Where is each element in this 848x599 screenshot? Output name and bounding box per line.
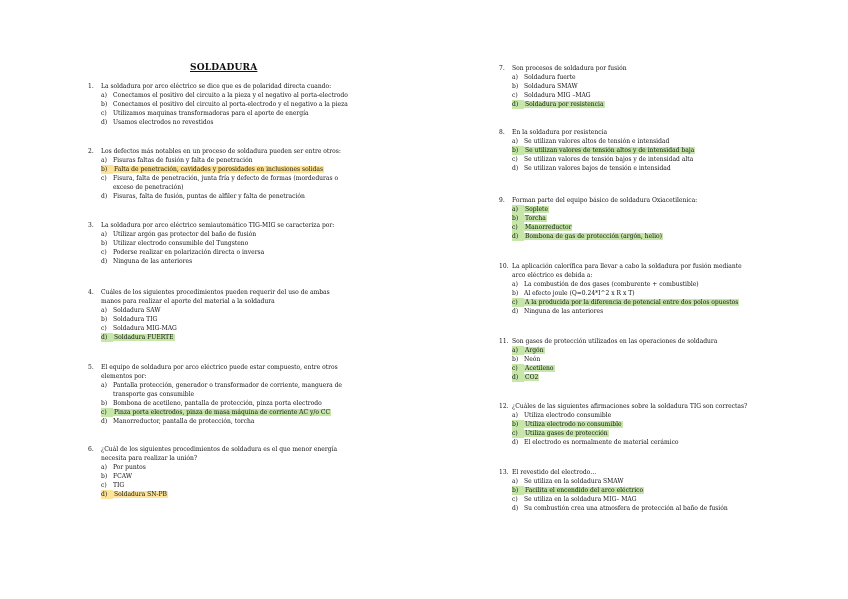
option-letter: b) <box>101 400 108 407</box>
question-text: El equipo de soldadura por arco eléctrico puede estar compuesto, entre otros elementos por: <box>101 364 338 380</box>
option-text: Acetileno <box>525 365 554 372</box>
answer-option <box>512 504 757 513</box>
answer-option <box>101 230 350 239</box>
option-letter: a) <box>512 346 524 355</box>
question-13 <box>499 468 757 513</box>
question-text: Son procesos de soldadura por fusión <box>512 65 627 72</box>
question-text: ¿Cuál de los siguientes procedimientos de soldadura es el que menor energía necesita para realizar la unión? <box>101 446 338 462</box>
option-letter: b) <box>101 165 113 174</box>
option-text: Bombona de acetileno, pantalla de protección, pinza porta electrodo <box>113 400 322 407</box>
option-letter: a) <box>101 231 107 238</box>
option-text: Soplete <box>525 206 548 213</box>
option-text: A la producida por la diferencia de potencial entre dos polos opuestos <box>525 299 739 306</box>
question-number: 9. <box>499 197 505 204</box>
option-letter: a) <box>101 307 107 314</box>
option-text: Utiliza gases de protección <box>525 430 608 437</box>
option-text: Bombona de gas de protección (argón, helio) <box>525 233 662 240</box>
answer-option <box>101 463 350 472</box>
option-letter: d) <box>512 165 519 172</box>
option-text: Se utilizan valores altos de tensión e intensidad <box>524 138 670 145</box>
answer-option <box>512 91 757 100</box>
answer-option <box>101 156 350 165</box>
option-text: Soldadura SMAW <box>524 83 578 90</box>
option-letter: c) <box>512 223 524 232</box>
answer-option <box>512 164 757 173</box>
option-text: Conectamos el positivo del circuito a la pieza y el negativo al porta-electrodo <box>113 92 348 99</box>
option-text: Soldadura SAW <box>113 307 161 314</box>
answer-option <box>512 373 757 382</box>
answer-option <box>512 100 757 109</box>
answer-option <box>101 91 350 100</box>
question-text: Los defectos más notables en un proceso de soldadura pueden ser entre otros: <box>101 148 341 155</box>
option-letter: a) <box>101 464 107 471</box>
option-letter: b) <box>101 473 108 480</box>
answer-option <box>512 364 757 373</box>
option-text: Argón <box>525 347 544 354</box>
answer-option <box>512 155 757 164</box>
question-number: 13. <box>499 469 509 476</box>
option-text: Torcha <box>525 215 546 222</box>
option-letter: d) <box>512 100 524 109</box>
option-letter: c) <box>101 408 113 417</box>
option-text: Falta de penetración, cavidades y porosidades en inclusiones solidas <box>114 166 324 173</box>
option-text: Soldadura fuerte <box>524 74 576 81</box>
question-stem <box>88 82 350 91</box>
option-text: Utilizamos maquinas transformadoras para el aporte de energía <box>113 110 309 117</box>
option-letter: d) <box>512 373 524 382</box>
question-stem <box>88 221 350 230</box>
question-text: Son gases de protección utilizados en las operaciones de soldadura <box>512 338 718 345</box>
option-letter: d) <box>101 119 108 126</box>
question-text: ¿Cuáles de las siguientes afirmaciones sobre la soldadura TIG son correctas? <box>512 403 748 410</box>
question-6 <box>88 445 350 499</box>
question-11 <box>499 337 757 382</box>
option-text: Utilizar electrodo consumible del Tungsteno <box>113 240 249 247</box>
option-letter: a) <box>512 412 518 419</box>
question-text: Cuáles de los siguientes procedimientos pueden requerir del uso de ambas manos para realizar el aporte del material a la soldadura <box>101 289 330 305</box>
option-text: Facilita el encendido del arco eléctrico <box>525 487 644 494</box>
option-letter: d) <box>512 308 519 315</box>
answer-option <box>512 280 757 289</box>
option-letter: c) <box>101 482 107 489</box>
option-text: Utiliza electrodo no consumible <box>525 421 622 428</box>
option-letter: a) <box>101 382 107 389</box>
question-text: En la soldadura por resistencia <box>512 129 608 136</box>
option-text: Su combustión crea una atmosfera de protección al baño de fusión <box>524 505 728 512</box>
option-text: Pantalla protección, generador o transformador de corriente, manguera de transporte gas consumible <box>113 382 342 398</box>
question-1 <box>88 82 350 127</box>
option-letter: c) <box>512 156 518 163</box>
answer-option <box>101 381 350 399</box>
option-letter: d) <box>512 439 519 446</box>
option-text: Se utilizan valores de tensión altos y de intensidad baja <box>525 147 695 154</box>
question-stem <box>499 468 757 477</box>
answer-option <box>101 408 350 417</box>
answer-option <box>512 429 757 438</box>
answer-option <box>101 239 350 248</box>
option-letter: c) <box>512 429 524 438</box>
option-text: Por puntos <box>113 464 146 471</box>
answer-option <box>101 257 350 266</box>
answer-option <box>101 248 350 257</box>
answer-option <box>101 399 350 408</box>
answer-option <box>101 315 350 324</box>
option-letter: b) <box>101 316 108 323</box>
option-text: FCAW <box>113 473 133 480</box>
answer-option <box>101 324 350 333</box>
question-5 <box>88 363 350 426</box>
question-number: 3. <box>88 222 94 229</box>
option-letter: a) <box>512 281 518 288</box>
question-number: 2. <box>88 148 94 155</box>
option-letter: b) <box>101 101 108 108</box>
question-stem <box>499 402 757 411</box>
option-letter: b) <box>512 83 519 90</box>
question-stem <box>499 262 757 280</box>
answer-option <box>512 214 757 223</box>
answer-option <box>512 495 757 504</box>
answer-option <box>512 420 757 429</box>
answer-option <box>512 223 757 232</box>
option-text: El electrodo es normalmente de material cerámico <box>524 439 679 446</box>
question-text: La aplicación calorífica para llevar a cabo la soldadura por fusión mediante arco eléctrico es debida a: <box>512 263 742 279</box>
answer-option <box>101 100 350 109</box>
answer-option <box>101 118 350 127</box>
option-text: Neón <box>524 356 541 363</box>
option-letter: b) <box>512 486 524 495</box>
option-letter: a) <box>101 92 107 99</box>
question-text: La soldadura por arco eléctrico semiautomático TIG-MIG se caracteriza por: <box>101 222 335 229</box>
question-number: 8. <box>499 129 505 136</box>
answer-option <box>512 232 757 241</box>
answer-option <box>512 355 757 364</box>
answer-option <box>512 411 757 420</box>
answer-option <box>512 298 757 307</box>
question-stem <box>88 147 350 156</box>
option-letter: c) <box>512 364 524 373</box>
option-letter: b) <box>512 214 524 223</box>
option-letter: b) <box>512 290 519 297</box>
option-letter: b) <box>512 420 524 429</box>
answer-option <box>512 82 757 91</box>
option-text: Manorreductor, pantalla de protección, torcha <box>113 418 255 425</box>
option-letter: b) <box>101 240 108 247</box>
option-letter: a) <box>101 157 107 164</box>
question-number: 10. <box>499 263 509 270</box>
option-text: Utiliza electrodo consumible <box>524 412 612 419</box>
question-stem <box>499 64 757 73</box>
question-text: La soldadura por arco eléctrico se dice que es de polaridad directa cuando: <box>101 83 332 90</box>
option-text: Poderse realizar en polarización directa o inversa <box>113 249 265 256</box>
answer-option <box>101 174 350 192</box>
option-letter: d) <box>101 418 108 425</box>
option-text: Soldadura por resistencia <box>525 101 604 108</box>
answer-option <box>512 205 757 214</box>
option-letter: d) <box>512 232 524 241</box>
answer-option <box>101 490 350 499</box>
answer-option <box>512 146 757 155</box>
answer-option <box>101 165 350 174</box>
question-8 <box>499 128 757 173</box>
question-number: 11. <box>499 338 509 345</box>
option-text: TIG <box>113 482 125 489</box>
option-text: Se utilizan valores bajos de tensión e intensidad <box>524 165 671 172</box>
option-text: Ninguna de las anteriores <box>113 258 193 265</box>
question-stem <box>499 337 757 346</box>
option-text: Soldadura MIG –MAG <box>524 92 591 99</box>
option-text: Soldadura MIG-MAG <box>113 325 177 332</box>
question-text: Forman parte del equipo básico de soldadura Oxiacetilenica: <box>512 197 698 204</box>
option-letter: d) <box>101 333 113 342</box>
option-letter: a) <box>512 138 518 145</box>
answer-option <box>512 486 757 495</box>
answer-option <box>101 192 350 201</box>
option-letter: d) <box>101 490 113 499</box>
option-letter: a) <box>512 478 518 485</box>
answer-option <box>101 109 350 118</box>
answer-option <box>512 477 757 486</box>
option-letter: a) <box>512 74 518 81</box>
option-text: Usamos electrodos no revestidos <box>113 119 214 126</box>
answer-option <box>512 438 757 447</box>
option-letter: b) <box>512 146 524 155</box>
answer-option <box>101 306 350 315</box>
option-letter: a) <box>512 205 524 214</box>
option-letter: c) <box>512 496 518 503</box>
question-9 <box>499 196 757 241</box>
question-10 <box>499 262 757 316</box>
option-text: Utilizar argón gas protector del baño de fusión <box>113 231 257 238</box>
option-text: Se utiliza en la soldadura SMAW <box>524 478 624 485</box>
answer-option <box>512 307 757 316</box>
answer-option <box>512 73 757 82</box>
question-stem <box>499 128 757 137</box>
question-number: 5. <box>88 364 94 371</box>
question-2 <box>88 147 350 201</box>
answer-option <box>101 472 350 481</box>
question-3 <box>88 221 350 266</box>
option-letter: c) <box>101 110 107 117</box>
question-stem <box>499 196 757 205</box>
question-number: 7. <box>499 65 505 72</box>
answer-option <box>101 333 350 342</box>
option-text: Fisuras faltas de fusión y falta de penetración <box>113 157 253 164</box>
question-stem <box>88 288 350 306</box>
option-letter: c) <box>512 298 524 307</box>
option-text: Fisura, falta de penetración, junta fría y defecto de formas (mordeduras o exceso de penetración) <box>113 175 339 191</box>
question-number: 6. <box>88 446 94 453</box>
question-stem <box>88 445 350 463</box>
option-text: Soldadura TIG <box>113 316 158 323</box>
option-letter: c) <box>512 92 518 99</box>
option-letter: c) <box>101 325 107 332</box>
option-text: La combustión de dos gases (comburente + combustible) <box>524 281 699 288</box>
question-stem <box>88 363 350 381</box>
option-text: Soldadura FUERTE <box>114 334 174 341</box>
question-4 <box>88 288 350 342</box>
question-number: 4. <box>88 289 94 296</box>
option-text: Soldadura SN-PB <box>114 491 167 498</box>
question-12 <box>499 402 757 447</box>
option-text: Fisuras, falta de fusión, puntas de alfiler y falta de penetración <box>113 193 305 200</box>
option-text: Conectamos el positivo del circuito al porta-electrodo y el negativo a la pieza <box>113 101 348 108</box>
question-text: El revestido del electrodo… <box>512 469 597 476</box>
option-text: Manorreductor <box>525 224 572 231</box>
option-letter: d) <box>101 193 108 200</box>
question-number: 12. <box>499 403 509 410</box>
answer-option <box>101 417 350 426</box>
option-text: CO2 <box>525 374 539 381</box>
option-text: Pinza porta electrodos, pinza de masa máquina de corriente AC y/o CC <box>114 409 331 416</box>
answer-option <box>512 137 757 146</box>
question-number: 1. <box>88 83 94 90</box>
question-7 <box>499 64 757 109</box>
option-text: Ninguna de las anteriores <box>524 308 604 315</box>
page-title: SOLDADURA <box>190 63 258 73</box>
answer-option <box>512 289 757 298</box>
option-text: Al efecto joule (Q=0.24*I^2 x R x T) <box>524 290 635 297</box>
option-letter: b) <box>512 356 519 363</box>
option-text: Se utiliza en la soldadura MIG– MAG <box>524 496 637 503</box>
option-letter: d) <box>101 258 108 265</box>
option-letter: c) <box>101 249 107 256</box>
option-text: Se utilizan valores de tensión bajos y de intensidad alta <box>524 156 694 163</box>
answer-option <box>101 481 350 490</box>
option-letter: d) <box>512 505 519 512</box>
option-letter: c) <box>101 175 107 182</box>
answer-option <box>512 346 757 355</box>
